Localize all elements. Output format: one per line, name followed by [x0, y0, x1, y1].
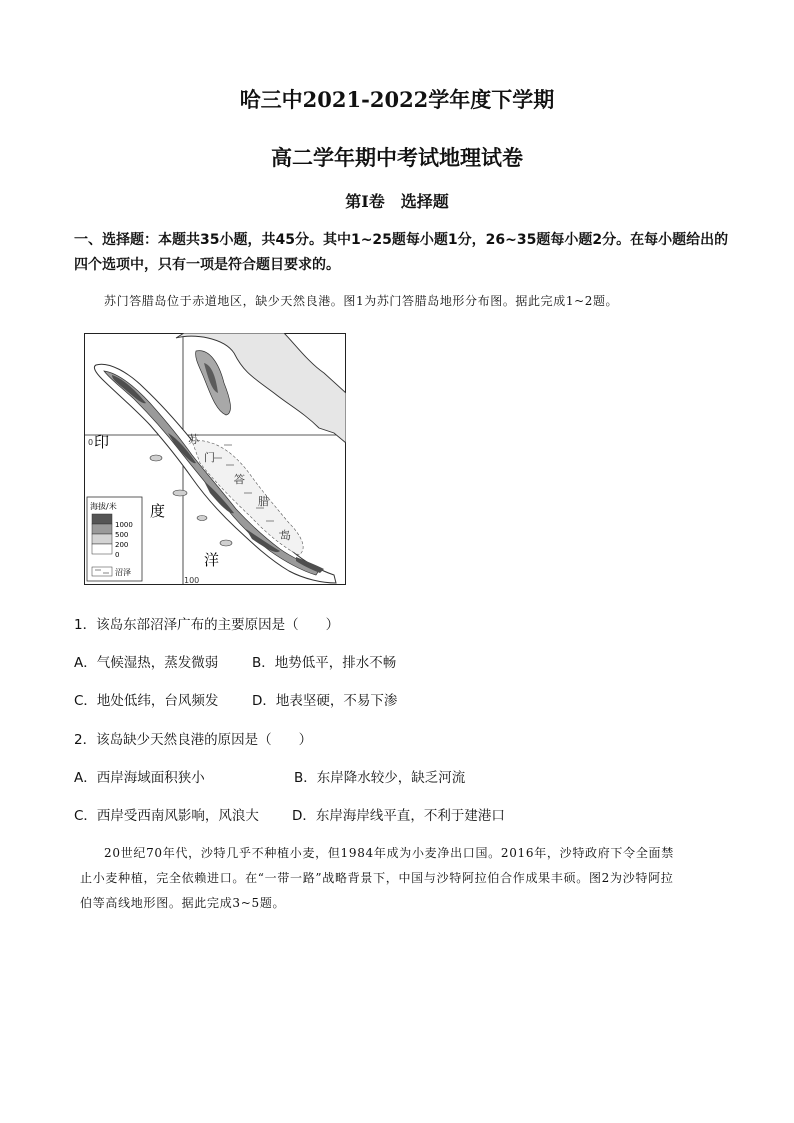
- elevation-legend: [87, 497, 142, 581]
- map-label-men: 门: [204, 451, 215, 464]
- passage2-line2: 止小麦种植，完全依赖进口。在“一带一路”战略背景下，中国与沙特阿拉伯合作成果丰硕。图2为沙特阿拉: [80, 871, 674, 885]
- legend-swatch-water: [92, 544, 112, 554]
- question-2-option-a: A．西岸海域面积狭小: [74, 770, 205, 786]
- legend-swatch-swamp: [92, 567, 112, 576]
- passage1-intro: 苏门答腊岛位于赤道地区，缺少天然良港。图1为苏门答腊岛地形分布图。据此完成1~2题。: [104, 294, 619, 308]
- map-label-yin: 印: [94, 433, 110, 451]
- exam-title-line1: 哈三中2021-2022学年度下学期: [239, 87, 555, 112]
- legend-title: 海拔/米: [90, 502, 117, 511]
- longitude-100-label: 100: [184, 576, 200, 585]
- legend-item-200: 200: [115, 541, 129, 549]
- passage2-line1: 20世纪70年代，沙特几乎不种植小麦，但1984年成为小麦净出口国。2016年，沙特政府下令全面禁: [104, 846, 674, 860]
- map-label-dao: 岛: [280, 529, 291, 542]
- question-2-option-d: D．东岸海岸线平直，不利于建港口: [292, 808, 505, 824]
- section-instructions-line1: 一、选择题：本题共35小题，共45分。其中1~25题每小题1分，26~35题每小题2分。在每小题给出的: [74, 232, 729, 248]
- question-1-option-b: B．地势低平，排水不畅: [252, 655, 397, 671]
- question-1-option-d: D．地表坚硬，不易下渗: [252, 693, 398, 709]
- exam-title-line2: 高二学年期中考试地理试卷: [271, 145, 523, 170]
- map-label-la: 腊: [258, 495, 269, 508]
- question-1-stem: 1．该岛东部沼泽广布的主要原因是（ ）: [74, 617, 340, 633]
- legend-swatch-low: [92, 534, 112, 544]
- question-2-option-b: B．东岸降水较少，缺乏河流: [294, 770, 466, 786]
- latitude-0-label: 0: [88, 438, 94, 447]
- map-label-yang: 洋: [204, 551, 220, 569]
- question-1-option-a: A．气候湿热，蒸发微弱: [74, 655, 219, 671]
- legend-swamp-label: 沼泽: [115, 568, 131, 577]
- part-label: 第Ⅰ卷 选择题: [345, 192, 449, 211]
- section-instructions-line2: 四个选项中，只有一项是符合题目要求的。: [74, 257, 340, 273]
- question-1-option-c: C．地处低纬，台风频发: [74, 693, 219, 709]
- legend-swatch-mid: [92, 524, 112, 534]
- passage2-line3: 伯等高线地形图。据此完成3~5题。: [80, 896, 286, 910]
- map-label-su: 苏: [188, 433, 199, 446]
- legend-item-1000: 1000: [115, 521, 133, 529]
- map-label-da: 答: [234, 473, 245, 486]
- question-2-option-c: C．西岸受西南风影响，风浪大: [74, 808, 259, 824]
- legend-item-500: 500: [115, 531, 129, 539]
- question-2-stem: 2．该岛缺少天然良港的原因是（ ）: [74, 732, 313, 748]
- map-label-du: 度: [150, 502, 166, 520]
- legend-item-0: 0: [115, 551, 120, 559]
- legend-swatch-high: [92, 514, 112, 524]
- sumatra-terrain-map: [84, 333, 346, 585]
